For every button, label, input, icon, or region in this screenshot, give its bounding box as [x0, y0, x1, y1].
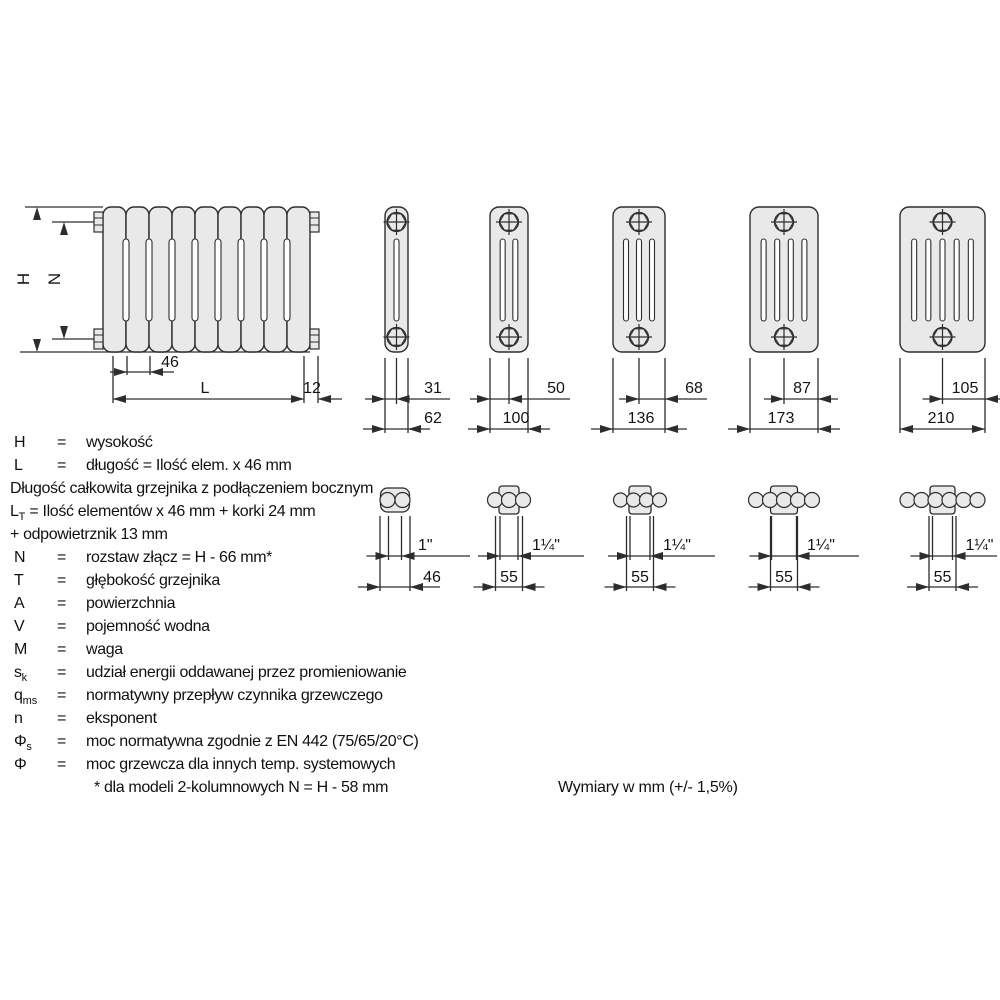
legend-row-V [10, 615, 500, 638]
arrowhead-icon [650, 552, 663, 560]
column-circle [516, 493, 531, 508]
legend-definition: * dla modeli 2-kolumnowych N = H - 58 mm [94, 779, 389, 796]
column-slot [968, 239, 973, 321]
depth-label: 136 [627, 410, 655, 427]
legend-symbol-subscript: T [18, 511, 26, 524]
element-gap [238, 239, 244, 321]
arrowhead-icon [60, 222, 68, 235]
top-view-5-column [749, 486, 860, 591]
element-gap [261, 239, 267, 321]
legend-symbol [10, 661, 57, 684]
arrowhead-icon [33, 339, 41, 352]
legend-definition: wysokość [86, 434, 153, 451]
column-circle [900, 493, 915, 508]
legend-equals: = [57, 687, 66, 704]
legend-symbol-text: A [14, 595, 25, 612]
arrowhead-icon [818, 425, 831, 433]
legend-definition: pojemność wodna [86, 618, 210, 635]
legend-symbol-text: T [14, 572, 24, 589]
legend-symbol [10, 454, 57, 477]
side-connector [310, 329, 319, 349]
column-slot [926, 239, 931, 321]
legend-equals: = [57, 733, 66, 750]
legend-definition: rozstaw złącz = H - 66 mm* [86, 549, 273, 566]
arrowhead-icon [758, 583, 771, 591]
legend-symbol-text: s [14, 664, 22, 681]
legend-symbol-text: H [14, 434, 26, 451]
arrowhead-icon [930, 395, 943, 403]
column-circle [928, 493, 943, 508]
arrowhead-icon [291, 395, 304, 403]
element-gap [215, 239, 221, 321]
arrowhead-icon [972, 425, 985, 433]
legend-definition: waga [86, 641, 123, 658]
column-slot [775, 239, 780, 321]
legend-row-Φ [10, 730, 500, 753]
side-connector [94, 329, 103, 349]
column-slot [650, 239, 655, 321]
joint-spacing-dim-label: N [45, 272, 64, 286]
side-view-6-column [900, 207, 1000, 433]
legend-symbol [10, 592, 57, 615]
column-circle [640, 493, 654, 507]
legend-definition: Długość całkowita grzejnika z podłączeniem bocznym [10, 480, 374, 497]
length-dim-label: L [200, 380, 210, 397]
element-gap [284, 239, 290, 321]
legend-symbol-text: N [14, 549, 26, 566]
top-view-6-column [900, 486, 997, 591]
column-slot [513, 239, 518, 321]
side-connector [94, 212, 103, 232]
side-view-5-column [728, 207, 840, 433]
legend-symbol-subscript: s [26, 741, 32, 754]
arrowhead-icon [523, 583, 536, 591]
legend-row-M [10, 638, 500, 661]
side-offset-label: 12 [303, 380, 321, 397]
arrowhead-icon [372, 395, 385, 403]
legend-row-text [10, 523, 500, 546]
legend-symbol [10, 615, 57, 638]
legend-symbol [10, 684, 57, 707]
depth-label: 100 [502, 410, 530, 427]
pitch-label: 55 [631, 569, 649, 586]
legend-symbol-text: Φ [14, 756, 27, 773]
legend-definition: eksponent [86, 710, 157, 727]
element-pitch-label: 46 [161, 354, 179, 371]
legend-row-A [10, 592, 500, 615]
column-slot [761, 239, 766, 321]
legend-definition: powierzchnia [86, 595, 176, 612]
pitch-label: 55 [500, 569, 518, 586]
arrowhead-icon [397, 395, 410, 403]
pitch-label: 55 [775, 569, 793, 586]
legend-equals: = [57, 572, 66, 589]
column-circle [777, 493, 792, 508]
half-depth-label: 31 [424, 380, 442, 397]
legend-row-Φ [10, 753, 500, 776]
legend-symbol-text: M [14, 641, 27, 658]
legend-symbol [10, 730, 57, 753]
column-slot [954, 239, 959, 321]
element-gap [123, 239, 129, 321]
symbol-legend [10, 431, 500, 799]
legend-equals: = [57, 618, 66, 635]
legend-equals: = [57, 756, 66, 773]
column-circle [791, 493, 806, 508]
depth-label: 173 [767, 410, 795, 427]
legend-symbol [10, 753, 57, 776]
arrowhead-icon [665, 425, 678, 433]
legend-row-text [10, 477, 500, 500]
arrowhead-icon [665, 395, 678, 403]
depth-label: 210 [927, 410, 955, 427]
arrowhead-icon [900, 425, 913, 433]
legend-definition: udział energii oddawanej przez promieniowanie [86, 664, 407, 681]
half-depth-label: 105 [951, 380, 979, 397]
arrowhead-icon [617, 552, 630, 560]
side-connector [310, 212, 319, 232]
legend-equals: = [57, 664, 66, 681]
legend-definition: moc grzewcza dla innych temp. systemowych [86, 756, 396, 773]
side-view-2-column [363, 207, 450, 433]
height-dim-label: H [14, 272, 33, 286]
half-depth-label: 87 [793, 380, 811, 397]
top-view-4-column [605, 486, 716, 591]
legend-symbol-text: q [14, 687, 23, 704]
half-depth-label: 50 [547, 380, 565, 397]
legend-row-H [10, 431, 500, 454]
column-circle [956, 493, 971, 508]
column-slot [788, 239, 793, 321]
arrowhead-icon [916, 583, 929, 591]
column-slot [802, 239, 807, 321]
column-circle [614, 493, 628, 507]
legend-symbol-text: L [14, 457, 23, 474]
legend-row-footnote [10, 776, 500, 799]
arrowhead-icon [477, 395, 490, 403]
arrowhead-icon [798, 583, 811, 591]
column-circle [914, 493, 929, 508]
legend-row-s [10, 661, 500, 684]
legend-equals: = [57, 549, 66, 566]
legend-symbol [10, 707, 57, 730]
legend-equals: = [57, 595, 66, 612]
legend-definition: długość = Ilość elem. x 46 mm [86, 457, 292, 474]
legend-symbol-subscript: ms [22, 695, 38, 708]
legend-row-L [10, 500, 500, 523]
arrowhead-icon [509, 395, 522, 403]
element-gap [192, 239, 198, 321]
arrowhead-icon [654, 583, 667, 591]
side-view-3-column [468, 207, 570, 433]
arrowhead-icon [985, 395, 998, 403]
legend-symbol [10, 569, 57, 592]
arrowhead-icon [614, 583, 627, 591]
column-circle [653, 493, 667, 507]
arrowhead-icon [956, 583, 969, 591]
legend-symbol [10, 638, 57, 661]
column-circle [749, 493, 764, 508]
legend-definition: normatywny przepływ czynnika grzewczego [86, 687, 383, 704]
arrowhead-icon [60, 326, 68, 339]
arrowhead-icon [818, 395, 831, 403]
column-slot [624, 239, 629, 321]
legend-equals: = [57, 641, 66, 658]
arrowhead-icon [759, 552, 772, 560]
column-slot [394, 239, 399, 321]
legend-symbol-text: n [14, 710, 23, 727]
column-slot [637, 239, 642, 321]
arrowhead-icon [626, 395, 639, 403]
column-circle [627, 493, 641, 507]
connection-size-label: 1¼" [532, 537, 560, 554]
arrowhead-icon [518, 552, 531, 560]
legend-definition: moc normatywna zgodnie z EN 442 (75/65/20°C) [86, 733, 419, 750]
legend-definition: = Ilość elementów x 46 mm + korki 24 mm [25, 503, 316, 520]
legend-row-N [10, 546, 500, 569]
arrowhead-icon [33, 207, 41, 220]
connection-size-label: 1¼" [807, 537, 835, 554]
legend-symbol-text: Φ [14, 733, 27, 750]
legend-equals: = [57, 434, 66, 451]
legend-row-L [10, 454, 500, 477]
front-view [14, 207, 342, 403]
legend-row-T [10, 569, 500, 592]
depth-label: 62 [424, 410, 442, 427]
dimensions-tolerance-note: Wymiary w mm (+/- 1,5%) [558, 779, 738, 796]
arrowhead-icon [771, 395, 784, 403]
column-circle [502, 493, 517, 508]
arrowhead-icon [737, 425, 750, 433]
arrowhead-icon [920, 552, 933, 560]
arrowhead-icon [528, 425, 541, 433]
column-circle [970, 493, 985, 508]
legend-row-q [10, 684, 500, 707]
arrowhead-icon [953, 552, 966, 560]
legend-symbol-subscript: k [21, 672, 28, 685]
legend-symbol-text: V [14, 618, 25, 635]
connection-size-label: 1¼" [663, 537, 691, 554]
side-view-4-column [591, 207, 707, 433]
connection-size-label: 1" [418, 537, 433, 554]
connection-size-label: 1¼" [965, 537, 994, 554]
pitch-label: 55 [933, 569, 952, 586]
legend-definition: + odpowietrznik 13 mm [10, 526, 168, 543]
column-circle [763, 493, 778, 508]
legend-equals: = [57, 457, 66, 474]
column-slot [912, 239, 917, 321]
legend-symbol [10, 546, 57, 569]
column-circle [942, 493, 957, 508]
column-slot [500, 239, 505, 321]
legend-equals: = [57, 710, 66, 727]
legend-symbol [10, 431, 57, 454]
element-gap [169, 239, 175, 321]
arrowhead-icon [114, 368, 127, 376]
pitch-label: 46 [423, 569, 441, 586]
column-circle [805, 493, 820, 508]
legend-symbol-text: L [10, 503, 19, 520]
column-slot [940, 239, 945, 321]
element-gap [146, 239, 152, 321]
legend-row-n [10, 707, 500, 730]
half-depth-label: 68 [685, 380, 703, 397]
arrowhead-icon [113, 395, 126, 403]
legend-definition: głębokość grzejnika [86, 572, 220, 589]
arrowhead-icon [600, 425, 613, 433]
